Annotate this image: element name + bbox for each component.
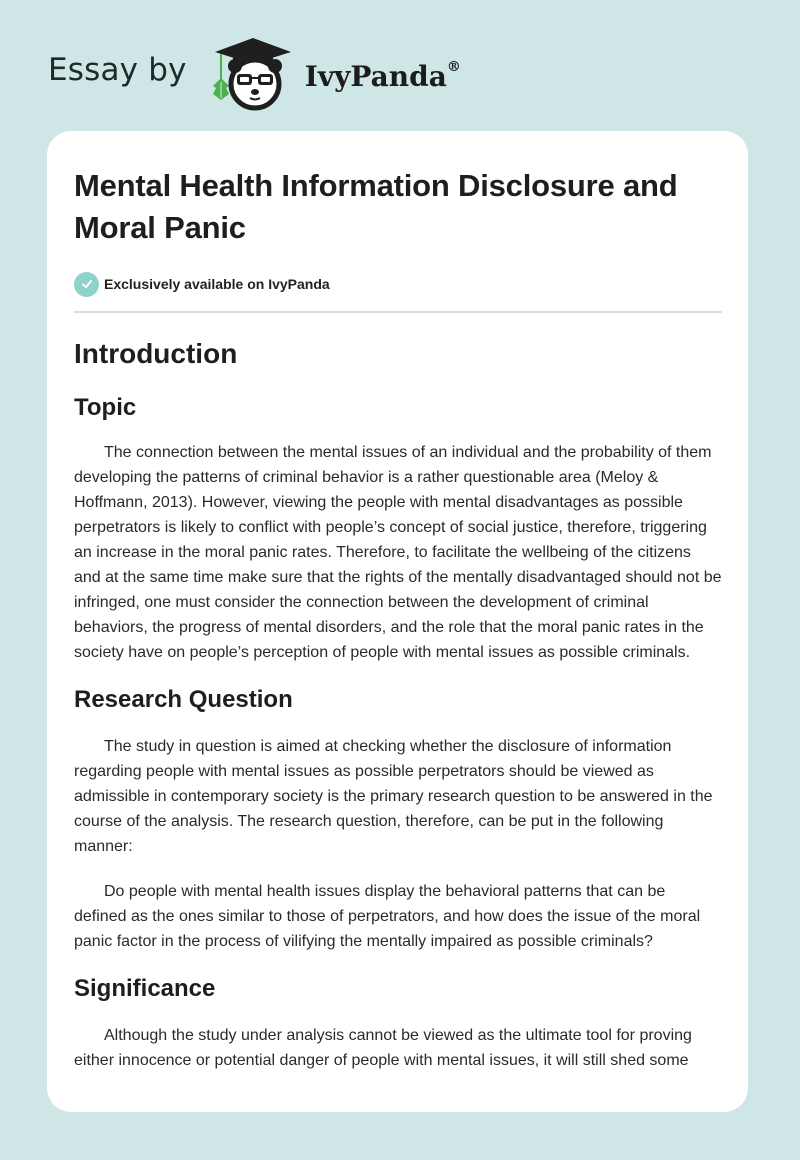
divider <box>74 311 722 313</box>
brand-logo-text[interactable] <box>305 60 461 93</box>
exclusive-badge <box>74 271 722 297</box>
essay-by-label: Essay by <box>48 52 187 88</box>
page-title: Mental Health Information Disclosure and Moral Panic <box>74 168 678 245</box>
research-question-paragraph: The study in question is aimed at checking whether the disclosure of information regarding people with mental issues as possible perpetrators should be viewed as admissible in contemporary society is the primary research question to be answered in the course of the analysis. The research question, therefore, can be put in the following manner: <box>74 738 713 855</box>
site-header <box>48 34 461 114</box>
subsection-heading-topic: Topic <box>74 394 137 421</box>
topic-paragraph: The connection between the mental issues of an individual and the probability of them developing the patterns of criminal behavior is a rather questionable area (Meloy & Hoffmann, 2013). However, viewing the people with mental disadvantages as possible perpetrators is likely to conflict with people’s concept of social justice, therefore, triggering an increase in the moral panic rates. Therefore, to facilitate the wellbeing of the citizens and at the same time make sure that the rights of the mentally disadvantaged should not be infringed, one must consider the connection between the development of criminal behaviors, the progress of mental disorders, and the role that the moral panic rates in the society have on people’s perception of people with mental issues as possible criminals. <box>74 444 722 661</box>
exclusive-badge-text: Exclusively available on IvyPanda <box>104 276 330 292</box>
brand-name: IvyPanda <box>304 59 447 93</box>
subsection-heading-significance: Significance <box>74 975 216 1002</box>
section-heading-introduction: Introduction <box>74 338 238 369</box>
essay-card <box>47 131 748 1112</box>
registered-mark: ® <box>446 59 461 76</box>
check-circle-icon <box>74 272 99 297</box>
significance-paragraph: Although the study under analysis cannot be viewed as the ultimate tool for proving either innocence or potential danger of people with mental issues, it will still shed some <box>74 1027 692 1069</box>
panda-graduate-icon[interactable] <box>207 34 299 114</box>
research-question-statement: Do people with mental health issues display the behavioral patterns that can be defined as the ones similar to those of perpetrators, and how does the issue of the moral panic factor in the process of vilifying the mentally impaired as possible criminals? <box>74 883 701 950</box>
subsection-heading-research-question: Research Question <box>74 686 293 713</box>
